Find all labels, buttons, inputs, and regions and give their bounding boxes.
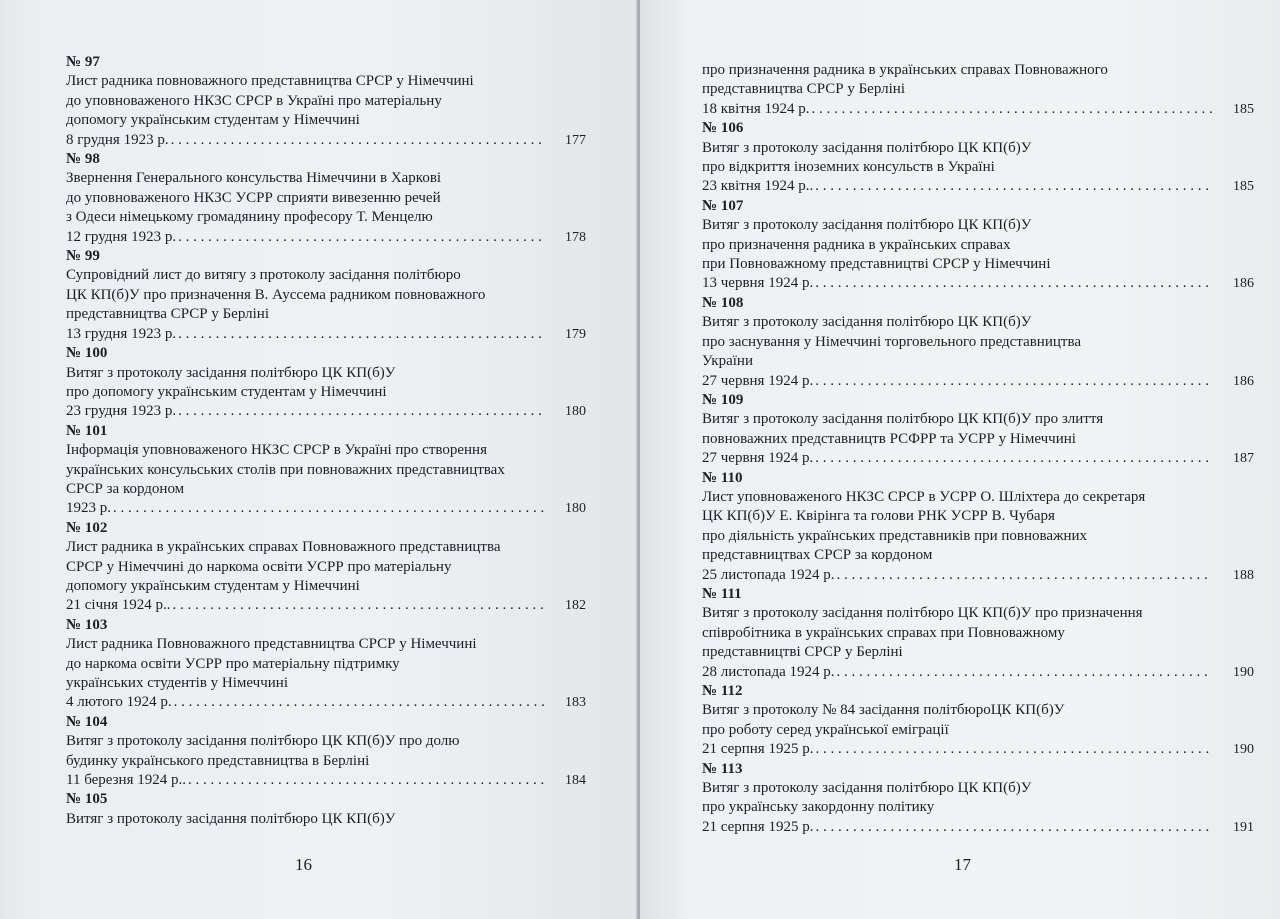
- entry-title-line: представництвах СРСР за кордоном: [702, 547, 933, 564]
- dot-leader: [174, 693, 544, 712]
- entry-date-row: [66, 131, 586, 150]
- entry-page-number: 178: [565, 229, 586, 245]
- entry-title-line: Супровідний лист до витягу з протоколу засідання політбюро: [66, 267, 461, 284]
- entry-title-line: Витяг з протоколу засідання політбюро ЦК КП(б)У про злиття: [702, 411, 1104, 428]
- entry-date: 8 грудня 1923 р.: [66, 131, 169, 148]
- entry-date: 21 серпня 1925 р.: [702, 741, 814, 758]
- entry-title-line: Витяг з протоколу засідання політбюро ЦК КП(б)У: [702, 217, 1032, 234]
- dot-leader: [815, 372, 1212, 391]
- right-page-number: 17: [954, 855, 971, 874]
- entry-page-number: 190: [1233, 664, 1254, 680]
- entry-title-line: про допомогу українським студентам у Німеччині: [66, 383, 387, 400]
- entry-date-row: [66, 771, 586, 790]
- entry-date: 21 січня 1924 р..: [66, 597, 171, 614]
- entry-date-row: [702, 663, 1254, 682]
- entry-date: 1923 р.: [66, 500, 111, 517]
- dot-leader: [815, 818, 1212, 837]
- entry-title-line: допомогу українським студентам у Німеччині: [66, 112, 360, 129]
- entry-date-row: [702, 372, 1254, 391]
- entry-number: № 113: [702, 760, 743, 777]
- toc-entry: [66, 422, 586, 519]
- entry-page-number: 183: [565, 695, 586, 711]
- entry-page-number: 190: [1233, 742, 1254, 758]
- entry-title-line: СРСР за кордоном: [66, 480, 185, 497]
- entry-page-number: 185: [1233, 101, 1254, 117]
- entry-title-line: при Повноважному представництві СРСР у Німеччині: [702, 256, 1051, 273]
- entry-title-line: представництва СРСР у Берліні: [66, 306, 269, 323]
- entry-date-row: [66, 402, 586, 421]
- dot-leader: [178, 402, 544, 421]
- entry-number: № 106: [702, 120, 744, 137]
- dot-leader: [173, 596, 544, 615]
- entry-number: № 99: [66, 248, 100, 265]
- entry-page-number: 184: [565, 773, 586, 789]
- entry-title-line: про роботу серед української еміграції: [702, 721, 949, 738]
- dot-leader: [178, 325, 544, 344]
- entry-date: 13 грудня 1923 р.: [66, 325, 177, 342]
- dot-leader: [178, 228, 544, 247]
- entry-date: 12 грудня 1923 р.: [66, 228, 177, 245]
- entry-title-line: ЦК КП(б)У Е. Квірінга та голови РНК УСРР В. Чубаря: [702, 508, 1055, 525]
- dot-leader: [812, 100, 1212, 119]
- entry-title-line: до уповноваженого НКЗС УСРР сприяти вивезенню речей: [66, 189, 441, 206]
- entry-page-number: 180: [565, 404, 586, 420]
- entry-date-row: [702, 740, 1254, 759]
- entry-title-line: України: [702, 353, 753, 370]
- entry-number: № 110: [702, 469, 743, 486]
- entry-title-line: з Одеси німецькому громадянину професору Т. Менцелю: [66, 209, 433, 226]
- entry-title-line: Витяг з протоколу засідання політбюро ЦК КП(б)У: [66, 364, 396, 381]
- entry-title-line: Інформація уповноваженого НКЗС СРСР в Україні про створення: [66, 442, 487, 459]
- entry-date: 11 березня 1924 р..: [66, 772, 186, 789]
- dot-leader: [837, 663, 1212, 682]
- entry-date: 23 квітня 1924 р..: [702, 178, 814, 195]
- entry-number: № 105: [66, 791, 108, 808]
- toc-entry: [702, 119, 1254, 197]
- entry-number: № 107: [702, 197, 744, 214]
- toc-entry: [66, 519, 586, 616]
- entry-title-line: СРСР у Німеччині до наркома освіти УСРР про матеріальну: [66, 558, 452, 575]
- toc-entry: [702, 197, 1254, 294]
- toc-entry: [702, 585, 1254, 682]
- entry-page-number: 186: [1233, 373, 1254, 389]
- entry-title-line: Витяг з протоколу засідання політбюро ЦК КП(б)У про призначення: [702, 605, 1143, 622]
- toc-entry: [702, 61, 1254, 119]
- entry-title-line: Лист радника Повноважного представництва СРСР у Німеччині: [66, 636, 477, 653]
- entry-date-row: [702, 818, 1254, 837]
- dot-leader: [113, 499, 544, 518]
- entry-title-line: Лист радника повноважного представництва СРСР у Німеччині: [66, 73, 474, 90]
- entry-title-line: Витяг з протоколу засідання політбюро ЦК КП(б)У: [702, 780, 1032, 797]
- toc-entry: [702, 682, 1254, 760]
- entry-date: 4 лютого 1924 р.: [66, 694, 172, 711]
- entry-page-number: 186: [1233, 276, 1254, 292]
- entry-title-line: Звернення Генерального консульства Німеччини в Харкові: [66, 170, 442, 187]
- toc-entry: [66, 713, 586, 791]
- entry-title-line: до наркома освіти УСРР про матеріальну підтримку: [66, 655, 400, 672]
- entry-date-row: [702, 449, 1254, 468]
- entry-title-line: до уповноваженого НКЗС СРСР в Україні про матеріальну: [66, 92, 442, 109]
- entry-title-line: про відкриття іноземних консульств в Україні: [702, 159, 995, 176]
- entry-date-row: [702, 177, 1254, 196]
- entry-title-line: допомогу українським студентам у Німеччині: [66, 577, 360, 594]
- dot-leader: [815, 177, 1212, 196]
- entry-date-row: [702, 100, 1254, 119]
- entry-page-number: 191: [1233, 819, 1254, 835]
- entry-title-line: Витяг з протоколу засідання політбюро ЦК КП(б)У: [702, 314, 1032, 331]
- toc-entry: [702, 391, 1254, 469]
- entry-title-line: будинку українського представництва в Берліні: [66, 752, 370, 769]
- entry-number: № 103: [66, 616, 108, 633]
- entry-number: № 100: [66, 345, 108, 362]
- entry-title-line: українських консульських столів при повноважних представництвах: [66, 461, 505, 478]
- toc-entry: [66, 150, 586, 247]
- toc-entry: [702, 294, 1254, 391]
- left-page-number: 16: [295, 855, 312, 874]
- entry-date: 25 листопада 1924 р.: [702, 566, 835, 583]
- dot-leader: [815, 274, 1212, 293]
- entry-title-line: про діяльність українських представників при повноважних: [702, 527, 1088, 544]
- entry-date: 27 червня 1924 р.: [702, 450, 814, 467]
- entry-number: № 111: [702, 585, 742, 602]
- entry-title-line: Витяг з протоколу № 84 засідання політбюроЦК КП(б)У: [702, 702, 1065, 719]
- entry-date-row: [66, 499, 586, 518]
- entry-title-line: українських студентів у Німеччині: [66, 675, 288, 691]
- entry-date-row: [66, 596, 586, 615]
- entry-title-line: Лист радника в українських справах Повноважного представництва: [66, 539, 501, 556]
- entry-page-number: 188: [1233, 567, 1254, 583]
- entry-title-line: про призначення радника в українських справах Повноважного: [702, 62, 1108, 78]
- entry-title-line: представництва СРСР у Берліні: [702, 81, 905, 98]
- entry-title-line: Витяг з протоколу засідання політбюро ЦК КП(б)У: [702, 139, 1032, 156]
- toc-entry: [66, 247, 586, 344]
- entry-date-row: [66, 693, 586, 712]
- left-toc-list: [66, 53, 586, 829]
- entry-title-line: Витяг з протоколу засідання політбюро ЦК КП(б)У: [66, 810, 396, 827]
- entry-title-line: повноважних представництв РСФРР та УСРР у Німеччині: [702, 430, 1076, 447]
- dot-leader: [837, 566, 1212, 585]
- toc-entry: [702, 760, 1254, 838]
- entry-page-number: 187: [1233, 451, 1254, 467]
- entry-date: 23 грудня 1923 р.: [66, 403, 177, 420]
- dot-leader: [815, 740, 1212, 759]
- entry-number: № 97: [66, 54, 100, 70]
- entry-date: 21 серпня 1925 р.: [702, 818, 814, 835]
- entry-number: № 98: [66, 151, 100, 168]
- dot-leader: [171, 131, 544, 150]
- entry-date: 18 квітня 1924 р.: [702, 100, 810, 117]
- entry-number: № 112: [702, 683, 743, 699]
- toc-entry: [702, 469, 1254, 585]
- entry-date: 13 червня 1924 р.: [702, 275, 814, 292]
- left-page: [0, 0, 638, 919]
- toc-entry: [66, 616, 586, 713]
- entry-number: № 102: [66, 519, 108, 536]
- entry-page-number: 179: [565, 326, 586, 342]
- entry-page-number: 182: [565, 598, 586, 614]
- entry-title-line: про призначення радника в українських справах: [702, 236, 1011, 253]
- entry-page-number: 177: [565, 132, 586, 148]
- dot-leader: [815, 449, 1212, 468]
- entry-title-line: представництві СРСР у Берліні: [702, 644, 903, 661]
- entry-page-number: 185: [1233, 179, 1254, 195]
- entry-date-row: [702, 274, 1254, 293]
- entry-number: № 109: [702, 391, 744, 408]
- entry-date-row: [66, 228, 586, 247]
- entry-title-line: Витяг з протоколу засідання політбюро ЦК КП(б)У про долю: [66, 733, 460, 750]
- entry-number: № 104: [66, 713, 108, 730]
- entry-title-line: ЦК КП(б)У про призначення В. Ауссема радником повноважного: [66, 286, 486, 303]
- right-toc-list: [702, 61, 1254, 837]
- entry-page-number: 180: [565, 501, 586, 517]
- toc-entry: [66, 344, 586, 422]
- entry-title-line: співробітника в українських справах при Повноважному: [702, 624, 1065, 641]
- entry-date-row: [66, 325, 586, 344]
- toc-entry: [66, 790, 586, 829]
- dot-leader: [188, 771, 544, 790]
- entry-title-line: про заснування у Німеччині торговельного представництва: [702, 333, 1081, 350]
- entry-title-line: Лист уповноваженого НКЗС СРСР в УСРР О. Шліхтера до секретаря: [702, 488, 1146, 505]
- toc-entry: [66, 53, 586, 150]
- entry-number: № 101: [66, 422, 108, 439]
- entry-title-line: про українську закордонну політику: [702, 799, 935, 816]
- entry-date: 27 червня 1924 р.: [702, 372, 814, 389]
- entry-number: № 108: [702, 294, 744, 311]
- entry-date-row: [702, 566, 1254, 585]
- right-page: [640, 0, 1280, 919]
- entry-date: 28 листопада 1924 р.: [702, 663, 835, 680]
